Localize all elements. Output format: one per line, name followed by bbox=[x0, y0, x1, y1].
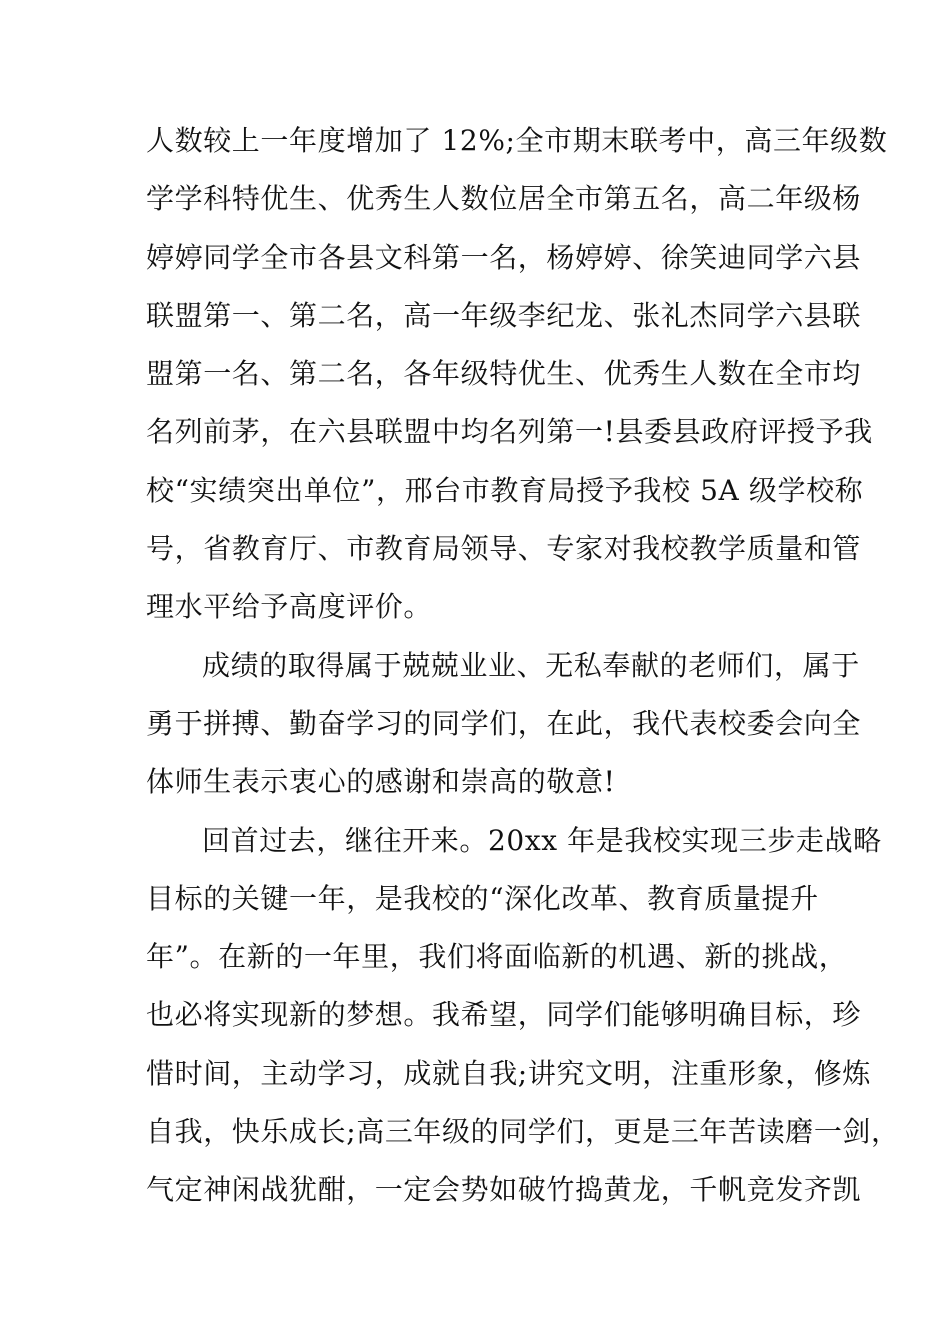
text-line: 年”。在新的一年里，我们将面临新的机遇、新的挑战， bbox=[146, 940, 848, 974]
text-line: 勇于拼搏、勤奋学习的同学们，在此，我代表校委会向全 bbox=[146, 706, 862, 740]
text-line: 联盟第一、第二名，高一年级李纪龙、张礼杰同学六县联 bbox=[146, 298, 862, 332]
text-line: 号，省教育厅、市教育局领导、专家对我校教学质量和管 bbox=[146, 532, 862, 566]
text-line: 人数较上一年度增加了 12%;全市期末联考中，高三年级数 bbox=[146, 124, 888, 157]
text-line: 回首过去，继往开来。20xx 年是我校实现三步走战略 bbox=[202, 823, 882, 857]
text-line: 校“实绩突出单位”，邢台市教育局授予我校 5A 级学校称 bbox=[146, 473, 864, 507]
text-line: 盟第一名、第二名，各年级特优生、优秀生人数在全市均 bbox=[146, 357, 862, 391]
text-line: 气定神闲战犹酣，一定会势如破竹捣黄龙，千帆竞发齐凯 bbox=[146, 1173, 862, 1207]
paragraph-thanks bbox=[146, 643, 862, 818]
paragraph-outlook bbox=[146, 818, 900, 1226]
text-line: 自我，快乐成长;高三年级的同学们，更是三年苦读磨一剑， bbox=[146, 1115, 900, 1149]
text-line: 名列前茅，在六县联盟中均名列第一!县委县政府评授予我 bbox=[146, 415, 873, 449]
text-line: 成绩的取得属于兢兢业业、无私奉献的老师们，属于 bbox=[202, 648, 860, 682]
text-line: 婷婷同学全市各县文科第一名，杨婷婷、徐笑迪同学六县 bbox=[146, 240, 862, 274]
text-line: 也必将实现新的梦想。我希望，同学们能够明确目标，珍 bbox=[146, 998, 862, 1032]
text-line: 目标的关键一年，是我校的“深化改革、教育质量提升 bbox=[146, 881, 819, 915]
text-line: 体师生表示衷心的感谢和崇高的敬意! bbox=[146, 765, 616, 799]
text-line: 惜时间，主动学习，成就自我;讲究文明，注重形象，修炼 bbox=[146, 1056, 872, 1090]
document-body bbox=[146, 118, 900, 1226]
paragraph-achievements bbox=[146, 118, 888, 643]
text-line: 学学科特优生、优秀生人数位居全市第五名，高二年级杨 bbox=[146, 182, 862, 216]
text-line: 理水平给予高度评价。 bbox=[146, 590, 433, 624]
